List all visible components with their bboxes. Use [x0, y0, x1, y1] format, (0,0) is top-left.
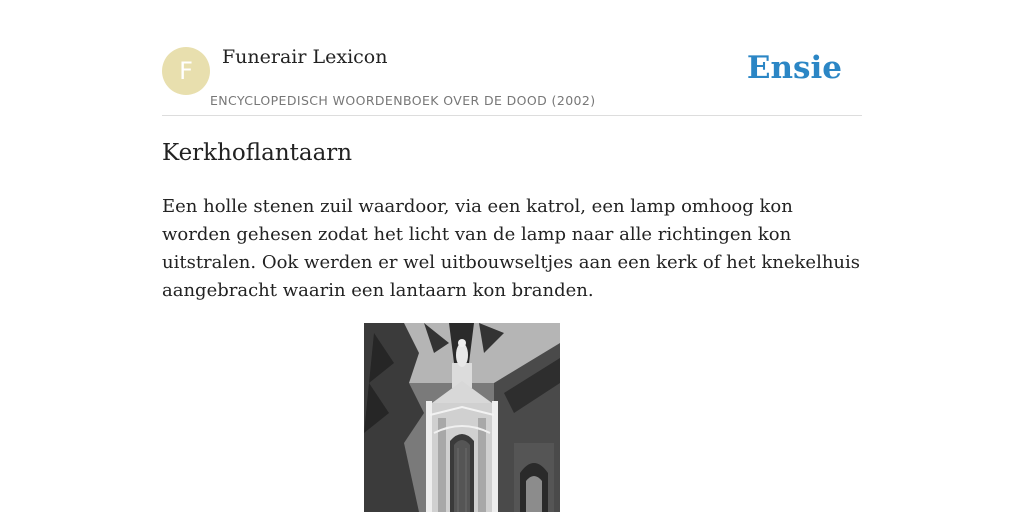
lexicon-title[interactable]: Funerair Lexicon [222, 46, 388, 68]
article-title: Kerkhoflantaarn [162, 140, 353, 166]
lexicon-subtitle: ENCYCLOPEDISCH WOORDENBOEK OVER DE DOOD (2002) [210, 93, 596, 108]
brand-logo[interactable]: Ensie [746, 50, 842, 86]
article-photo [364, 323, 560, 512]
photo-graphic [364, 323, 560, 512]
site-header [162, 44, 862, 116]
article-body: Een holle stenen zuil waardoor, via een katrol, een lamp omhoog kon worden gehesen zodat het licht van de lamp naar alle richtingen kon uitstralen. Ook werden er wel uitbouwseltjes aan een kerk of het knekelhuis aangebracht waarin een lantaarn kon branden. [162, 196, 861, 301]
lexicon-avatar[interactable]: F [162, 47, 210, 95]
